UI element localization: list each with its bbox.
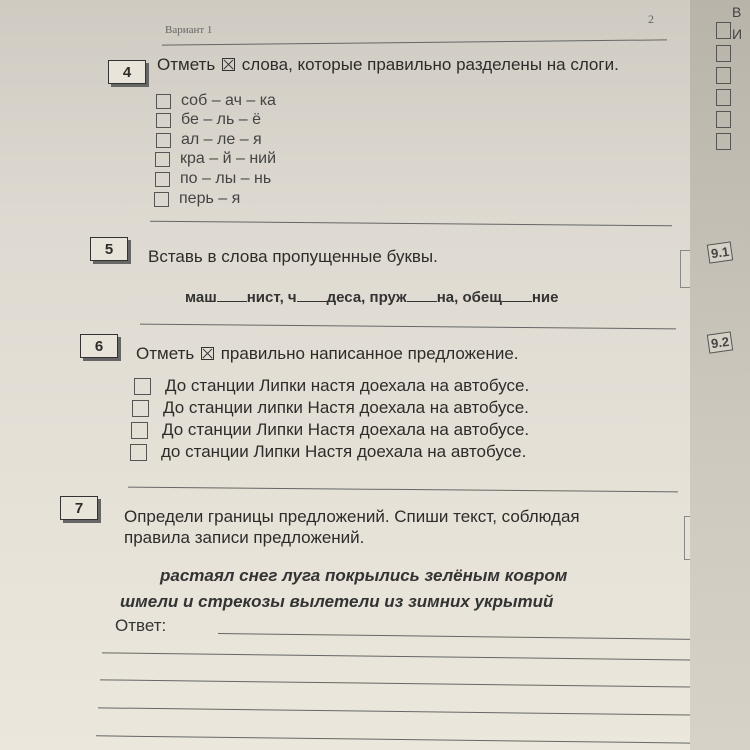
task-6-option-3[interactable]: До станции Липки Настя доехала на автобусе.	[131, 420, 529, 440]
divider	[150, 221, 672, 227]
checkbox[interactable]	[131, 422, 148, 439]
checkbox[interactable]	[132, 400, 149, 417]
answer-line[interactable]	[100, 679, 700, 687]
checkbox[interactable]	[155, 172, 170, 187]
checkbox[interactable]	[130, 444, 147, 461]
task-6-option-2[interactable]: До станции липки Настя доехала на автобусе.	[132, 398, 529, 418]
page-edge-letter: В	[732, 4, 742, 20]
task-4-option-1[interactable]: соб – ач – ка	[156, 92, 276, 110]
task-number-4: 4	[108, 60, 146, 84]
task-4-option-5[interactable]: по – лы – нь	[155, 170, 271, 188]
checkbox[interactable]	[156, 113, 171, 128]
answer-line[interactable]	[96, 735, 700, 743]
checkbox	[716, 67, 731, 84]
task-4-option-2[interactable]: бе – ль – ё	[156, 111, 261, 129]
checked-box-icon	[222, 58, 235, 71]
task-number-7: 7	[60, 496, 98, 520]
checkbox[interactable]	[154, 192, 169, 207]
checkbox[interactable]	[156, 133, 171, 148]
task-4-option-3[interactable]: ал – ле – я	[156, 131, 262, 149]
task-5-prompt: Вставь в слова пропущенные буквы.	[148, 247, 438, 266]
task-4-option-6[interactable]: перь – я	[154, 190, 240, 208]
adjacent-page-edge	[690, 0, 750, 750]
task-4-option-4[interactable]: кра – й – ний	[155, 150, 276, 168]
divider	[128, 487, 678, 493]
task-7-prompt-line2: правила записи предложений.	[124, 528, 365, 547]
task-6-prompt: Отметь правильно написанное предложение.	[136, 344, 519, 363]
blank[interactable]	[217, 289, 247, 302]
page-edge-letter: И	[732, 26, 743, 42]
task-4-prompt: Отметь слова, которые правильно разделены на слоги.	[157, 55, 619, 74]
page-number: 2	[648, 12, 654, 26]
checkbox[interactable]	[134, 378, 151, 395]
checked-box-icon	[201, 347, 214, 360]
answer-line[interactable]	[102, 652, 702, 660]
task-7-prompt-line1: Определи границы предложений. Спиши текст, соблюдая	[124, 507, 580, 526]
checkbox	[716, 89, 731, 106]
task-5-words: маш нист, ч деса, пруж на, обещ ние	[185, 289, 559, 306]
task-number-5: 5	[90, 237, 128, 261]
blank[interactable]	[407, 289, 437, 302]
variant-header: Вариант 1	[165, 24, 213, 36]
checkbox[interactable]	[156, 94, 171, 109]
answer-line[interactable]	[218, 633, 704, 640]
blank[interactable]	[297, 289, 327, 302]
side-tag-9-1: 9.1	[707, 241, 733, 263]
checkbox[interactable]	[155, 152, 170, 167]
blank[interactable]	[502, 289, 532, 302]
task-number-6: 6	[80, 334, 118, 358]
divider	[162, 39, 667, 45]
task-7-text-line1: растаял снег луга покрылись зелёным ковром	[160, 566, 568, 585]
task-6-option-1[interactable]: До станции Липки настя доехала на автобусе.	[134, 376, 529, 396]
checkbox	[716, 45, 731, 62]
checkbox	[716, 111, 731, 128]
answer-label: Ответ:	[115, 616, 167, 635]
checkbox	[716, 22, 731, 39]
answer-line[interactable]	[98, 707, 700, 715]
task-6-option-4[interactable]: до станции Липки Настя доехала на автобусе.	[130, 442, 526, 462]
side-tag-9-2: 9.2	[707, 331, 733, 353]
divider	[140, 324, 676, 330]
task-7-text-line2: шмели и стрекозы вылетели из зимних укрытий	[120, 592, 554, 611]
checkbox	[716, 133, 731, 150]
